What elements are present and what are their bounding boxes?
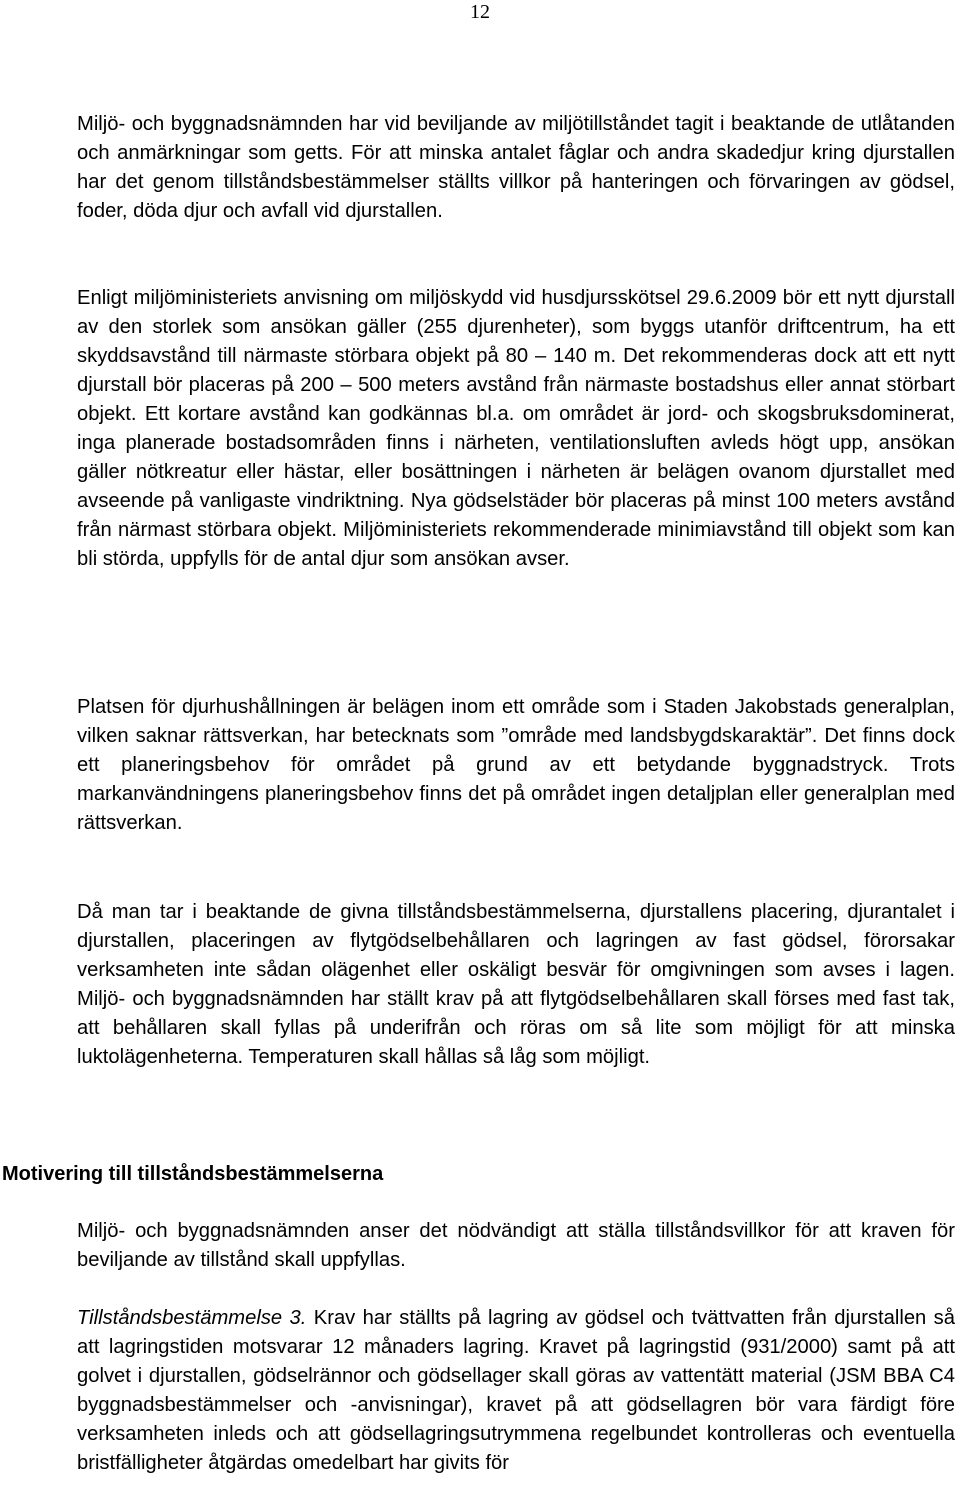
paragraph-permit-consideration: Miljö- och byggnadsnämnden har vid beviljande av miljötillståndet tagit i beaktande de utlåtanden och anmärkningar som getts. För att minska antalet fåglar och andra skadedjur kring djurstallen har det genom tillståndsbestämmelser ställts villkor på hanteringen och förvaringen av gödsel, foder, döda djur och avfall vid djurstallen. bbox=[77, 113, 955, 222]
paragraph-general-plan: Platsen för djurhushållningen är belägen inom ett område som i Staden Jakobstads generalplan, vilken saknar rättsverkan, har betecknats som ”område med landsbygdskaraktär”. Det finns dock ett planeringsbehov för området på grund av ett betydande byggnadstryck. Trots markanvändningens planeringsbehov finns det på området ingen detaljplan eller generalplan med rättsverkan. bbox=[77, 696, 955, 834]
paragraph-nuisance-assessment: Då man tar i beaktande de givna tillståndsbestämmelserna, djurstallens placering, djurantalet i djurstallen, placeringen av flytgödselbehållaren och lagringen av fast gödsel, förorsakar verksamheten inte sådan olägenhet eller oskäligt besvär för omgivningen som avses i lagen. Miljö- och byggnadsnämnden har ställt krav på att flytgödselbehållaren skall förses med fast tak, att behållaren skall fyllas på underifrån och röras om så lite som möjligt för att minska luktolägenheterna. Temperaturen skall hållas så låg som möjligt. bbox=[77, 901, 955, 1068]
permit-condition-text: Krav har ställts på lagring av gödsel och tvättvatten från djurstallen så att lagringstiden motsvarar 12 månaders lagring. Kravet på lagringstid (931/2000) samt på att golvet i djurstallen, gödselrännor och gödsellager skall göras av vattentätt material (JSM BBA C4 byggnadsbestämmelser och -anvisningar), kravet på att gödsellagren bör vara färdigt före verksamheten inleds och att gödsellagringsutrymmena regelbundet kontrolleras och eventuella bristfälligheter åtgärdas omedelbart har givits för bbox=[77, 1307, 955, 1474]
paragraph-motivation-intro: Miljö- och byggnadsnämnden anser det nödvändigt att ställa tillståndsvillkor för att kraven för beviljande av tillstånd skall uppfyllas. bbox=[77, 1220, 955, 1271]
permit-condition-label: Tillståndsbestämmelse 3. bbox=[77, 1307, 307, 1329]
page-number: 12 bbox=[470, 1, 490, 23]
paragraph-permit-condition-3 bbox=[77, 1304, 955, 1478]
paragraph-protection-distance: Enligt miljöministeriets anvisning om miljöskydd vid husdjursskötsel 29.6.2009 bör ett nytt djurstall av den storlek som ansökan gäller (255 djurenheter), som byggs utanför driftcentrum, ha ett skyddsavstånd till närmaste störbara objekt på 80 – 140 m. Det rekommenderas dock att ett nytt djurstall bör placeras på 200 – 500 meters avstånd från närmaste bostadshus eller annat störbart objekt. Ett kortare avstånd kan godkännas bl.a. om området är jord- och skogsbruksdominerat, inga planerade bostadsområden finns i närheten, ventilationsluften avleds högt upp, ansökan gäller nötkreatur eller hästar, eller bosättningen i närheten är belägen ovanom djurstallet med avseende på vanligaste vindriktning. Nya gödselstäder bör placeras på minst 100 meters avstånd från närmast störbara objekt. Miljöministeriets rekommenderade minimiavstånd till objekt som kan bli störda, uppfylls för de antal djur som ansökan avser. bbox=[77, 287, 955, 570]
section-heading: Motivering till tillståndsbestämmelserna bbox=[2, 1163, 384, 1185]
